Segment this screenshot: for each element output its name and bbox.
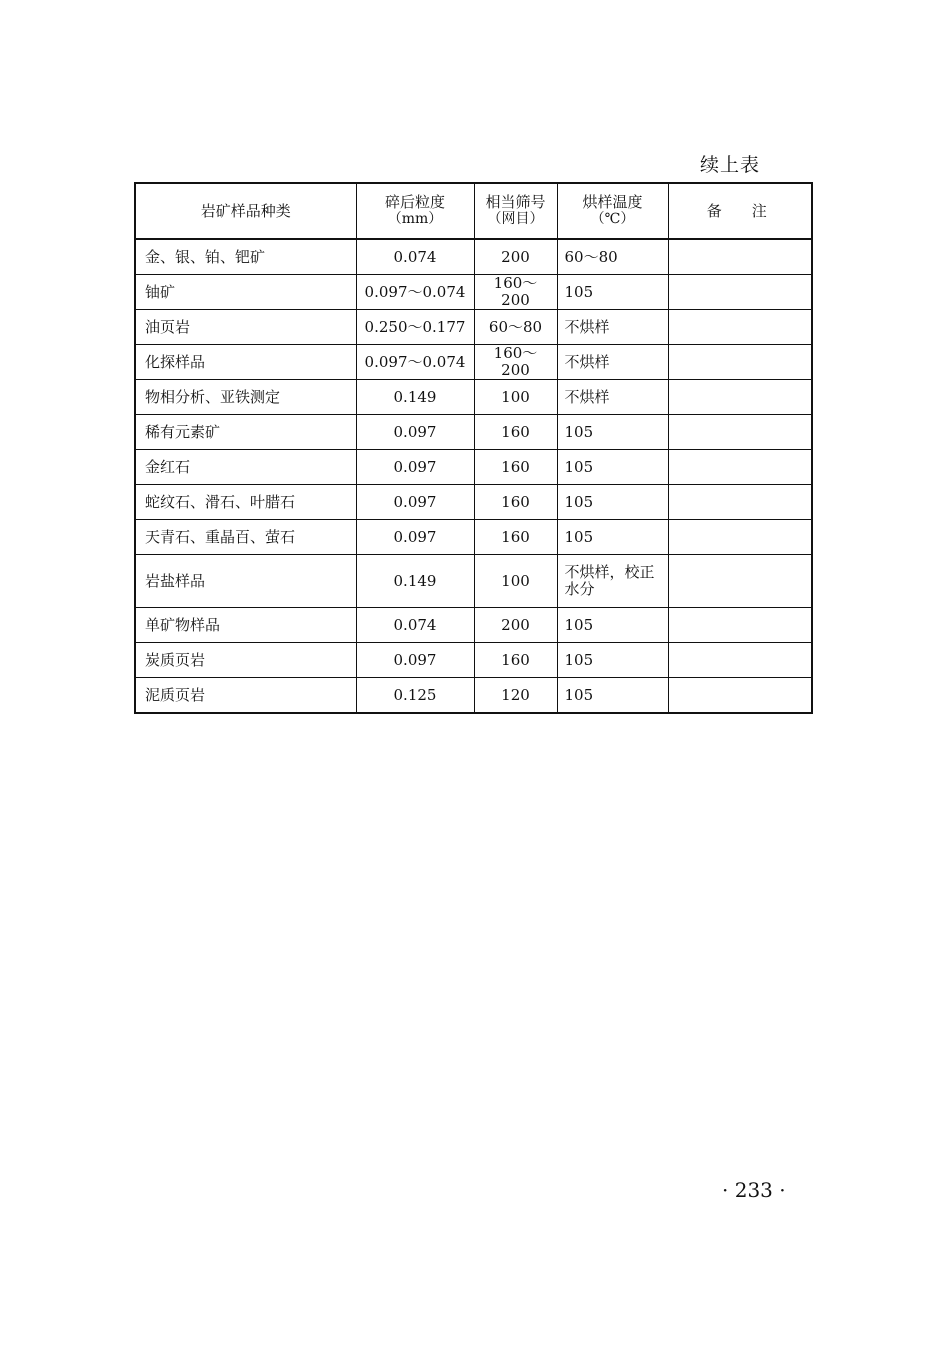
cell-drying-temperature: 60～80 bbox=[557, 239, 668, 275]
table-header-row bbox=[135, 183, 812, 239]
sample-preparation-table bbox=[134, 182, 813, 714]
cell-grain-size: 0.097 bbox=[356, 450, 474, 485]
cell-remarks bbox=[668, 310, 812, 345]
cell-grain-size: 0.097 bbox=[356, 520, 474, 555]
cell-mesh: 160 bbox=[474, 450, 557, 485]
cell-sample-type: 天青石、重晶百、萤石 bbox=[135, 520, 356, 555]
cell-mesh: 160 bbox=[474, 643, 557, 678]
cell-sample-type: 金红石 bbox=[135, 450, 356, 485]
sample-preparation-table-container bbox=[134, 182, 811, 714]
cell-remarks bbox=[668, 380, 812, 415]
table-row bbox=[135, 520, 812, 555]
cell-mesh: 200 bbox=[474, 239, 557, 275]
cell-mesh: 60～80 bbox=[474, 310, 557, 345]
cell-sample-type: 金、银、铂、钯矿 bbox=[135, 239, 356, 275]
cell-mesh: 100 bbox=[474, 380, 557, 415]
cell-sample-type: 岩盐样品 bbox=[135, 555, 356, 608]
cell-drying-temperature: 105 bbox=[557, 520, 668, 555]
cell-sample-type: 化探样品 bbox=[135, 345, 356, 380]
column-header-sample-type: 岩矿样品种类 bbox=[135, 183, 356, 239]
cell-remarks bbox=[668, 520, 812, 555]
cell-remarks bbox=[668, 643, 812, 678]
cell-drying-temperature: 105 bbox=[557, 678, 668, 714]
cell-sample-type: 蛇纹石、滑石、叶腊石 bbox=[135, 485, 356, 520]
cell-drying-temperature: 105 bbox=[557, 485, 668, 520]
cell-drying-temperature: 不烘样 bbox=[557, 345, 668, 380]
cell-mesh: 160～200 bbox=[474, 345, 557, 380]
table-row bbox=[135, 415, 812, 450]
cell-mesh: 200 bbox=[474, 608, 557, 643]
cell-grain-size: 0.149 bbox=[356, 380, 474, 415]
table-row bbox=[135, 380, 812, 415]
cell-remarks bbox=[668, 450, 812, 485]
continued-table-label: 续上表 bbox=[700, 154, 761, 176]
cell-grain-size: 0.097 bbox=[356, 485, 474, 520]
cell-grain-size: 0.097 bbox=[356, 643, 474, 678]
table-row bbox=[135, 450, 812, 485]
column-header-grain-size: 碎后粒度 （mm） bbox=[356, 183, 474, 239]
cell-mesh: 160 bbox=[474, 520, 557, 555]
cell-remarks bbox=[668, 239, 812, 275]
cell-remarks bbox=[668, 415, 812, 450]
cell-grain-size: 0.149 bbox=[356, 555, 474, 608]
cell-remarks bbox=[668, 345, 812, 380]
cell-mesh: 120 bbox=[474, 678, 557, 714]
cell-drying-temperature: 不烘样，校正水分 bbox=[557, 555, 668, 608]
cell-sample-type: 油页岩 bbox=[135, 310, 356, 345]
cell-mesh: 100 bbox=[474, 555, 557, 608]
table-row bbox=[135, 310, 812, 345]
cell-grain-size: 0.097～0.074 bbox=[356, 345, 474, 380]
page-number: · 233 · bbox=[722, 1178, 786, 1202]
cell-remarks bbox=[668, 275, 812, 310]
table-row bbox=[135, 643, 812, 678]
table-row bbox=[135, 275, 812, 310]
cell-grain-size: 0.074 bbox=[356, 608, 474, 643]
column-header-mesh: 相当筛号 （网目） bbox=[474, 183, 557, 239]
cell-drying-temperature: 不烘样 bbox=[557, 380, 668, 415]
table-row bbox=[135, 485, 812, 520]
cell-sample-type: 单矿物样品 bbox=[135, 608, 356, 643]
table-row bbox=[135, 608, 812, 643]
cell-drying-temperature: 105 bbox=[557, 415, 668, 450]
table-row bbox=[135, 239, 812, 275]
table-row bbox=[135, 678, 812, 714]
cell-mesh: 160～200 bbox=[474, 275, 557, 310]
cell-mesh: 160 bbox=[474, 485, 557, 520]
column-header-remarks: 备注 bbox=[668, 183, 812, 239]
cell-grain-size: 0.074 bbox=[356, 239, 474, 275]
cell-drying-temperature: 105 bbox=[557, 275, 668, 310]
cell-sample-type: 铀矿 bbox=[135, 275, 356, 310]
cell-remarks bbox=[668, 555, 812, 608]
cell-mesh: 160 bbox=[474, 415, 557, 450]
cell-grain-size: 0.125 bbox=[356, 678, 474, 714]
cell-remarks bbox=[668, 485, 812, 520]
cell-drying-temperature: 105 bbox=[557, 643, 668, 678]
cell-drying-temperature: 105 bbox=[557, 608, 668, 643]
cell-grain-size: 0.097 bbox=[356, 415, 474, 450]
table-row bbox=[135, 345, 812, 380]
cell-drying-temperature: 105 bbox=[557, 450, 668, 485]
cell-drying-temperature: 不烘样 bbox=[557, 310, 668, 345]
cell-sample-type: 泥质页岩 bbox=[135, 678, 356, 714]
cell-remarks bbox=[668, 608, 812, 643]
cell-sample-type: 物相分析、亚铁测定 bbox=[135, 380, 356, 415]
table-row bbox=[135, 555, 812, 608]
cell-remarks bbox=[668, 678, 812, 714]
cell-grain-size: 0.250～0.177 bbox=[356, 310, 474, 345]
cell-sample-type: 稀有元素矿 bbox=[135, 415, 356, 450]
cell-grain-size: 0.097～0.074 bbox=[356, 275, 474, 310]
column-header-drying-temperature: 烘样温度 （℃） bbox=[557, 183, 668, 239]
cell-sample-type: 炭质页岩 bbox=[135, 643, 356, 678]
